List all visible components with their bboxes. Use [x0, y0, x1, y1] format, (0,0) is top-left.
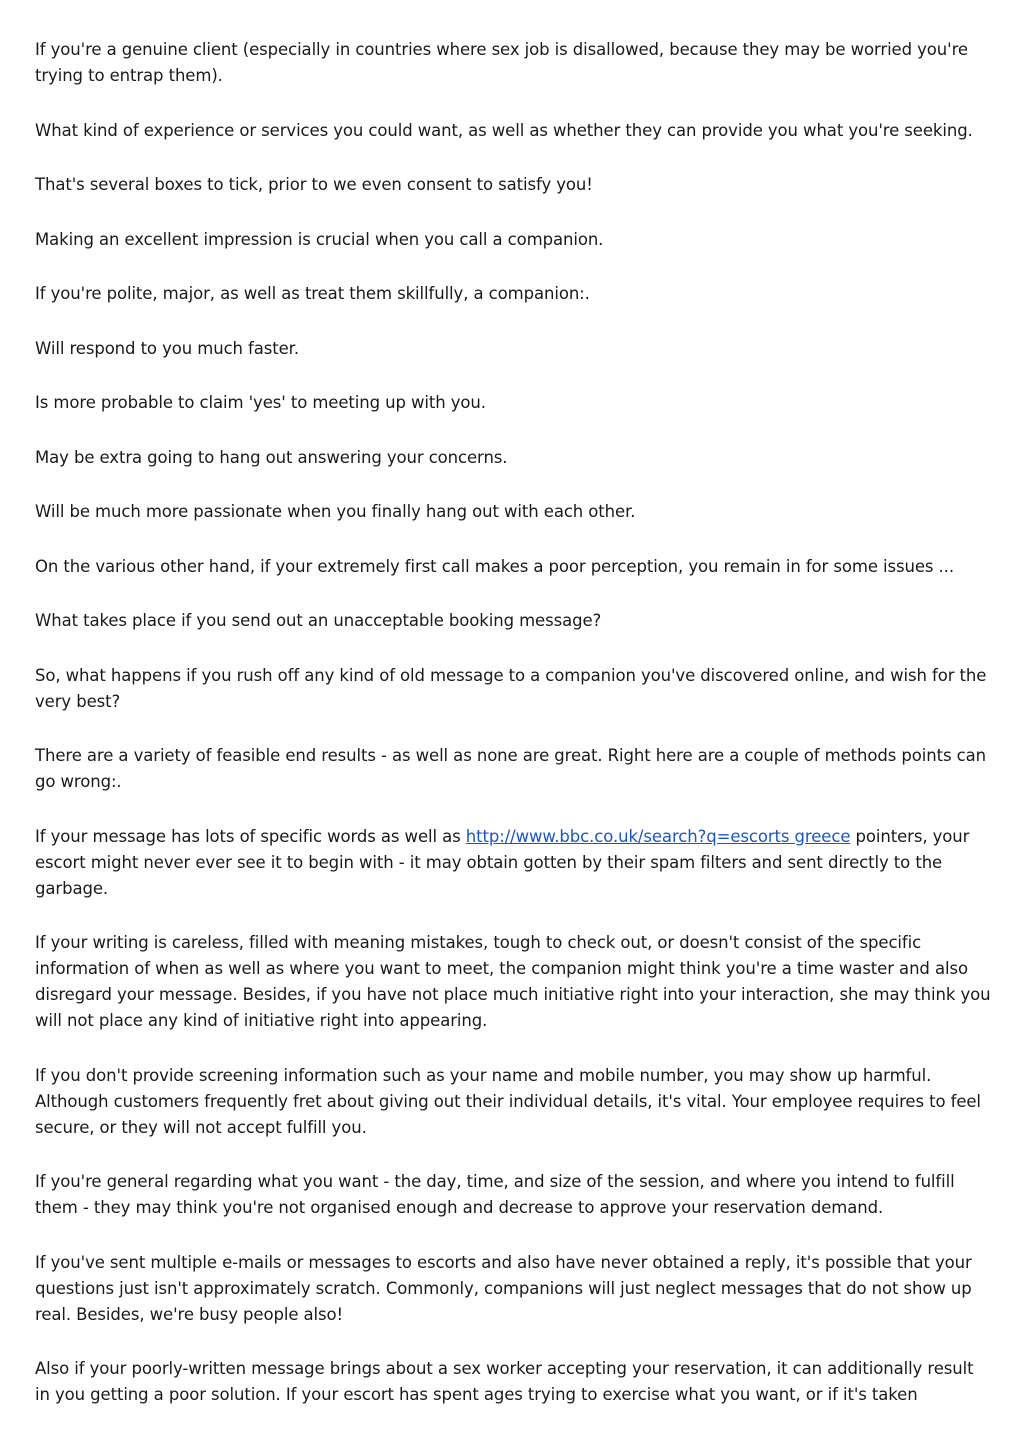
paragraph-17: If you're general regarding what you want - the day, time, and size of the session, and where you intend to fulfill them - they may think you're not organised enough and decrease to approve your reservation demand.	[35, 1172, 955, 1217]
paragraph-12: So, what happens if you rush off any kind of old message to a companion you've discovered online, and wish for the very best?	[35, 665, 987, 711]
paragraph-7: Is more probable to claim 'yes' to meeting up with you.	[35, 393, 486, 412]
paragraph-18: If you've sent multiple e-mails or messages to escorts and also have never obtained a reply, it's possible that your questions just isn't approximately scratch. Commonly, companions will just neglect messages that do not show up real. Besides, we're busy people also!	[35, 1252, 972, 1324]
paragraph-15: If your writing is careless, filled with meaning mistakes, tough to check out, or doesn't consist of the specific information of when as well as where you want to meet, the companion might think you're a time waster and also disregard your message. Besides, if you have not place much initiative right into your interaction, she may think you will not place any kind of initiative right into appearing.	[35, 933, 991, 1030]
paragraph-14	[35, 824, 993, 902]
paragraph-14-after: pointers, your escort might never ever see it to begin with - it may obtain gotten by their spam filters and sent directly to the garbage.	[35, 826, 970, 898]
paragraph-16: If you don't provide screening information such as your name and mobile number, you may show up harmful. Although customers frequently fret about giving out their individual details, it's vital. Your employee requires to feel secure, or they will not accept fulfill you.	[35, 1065, 981, 1137]
paragraph-4: Making an excellent impression is crucial when you call a companion.	[35, 229, 604, 249]
paragraph-14-before: If your message has lots of specific words as well as	[35, 826, 466, 846]
paragraph-9: Will be much more passionate when you finally hang out with each other.	[35, 502, 636, 521]
paragraph-19: Also if your poorly-written message brings about a sex worker accepting your reservation, it can additionally result in you getting a poor solution. If your escort has spent ages trying to exercise what you want, or if it's taken	[35, 1359, 974, 1404]
paragraph-1: If you're a genuine client (especially in countries where sex job is disallowed, because they may be worried you're trying to entrap them).	[35, 40, 968, 85]
paragraph-3: That's several boxes to tick, prior to we even consent to satisfy you!	[35, 175, 593, 194]
document-body	[35, 37, 993, 1437]
bbc-search-link[interactable]: http://www.bbc.co.uk/search?q=escorts greece	[465, 826, 851, 846]
paragraph-6: Will respond to you much faster.	[35, 338, 299, 358]
paragraph-11: What takes place if you send out an unacceptable booking message?	[35, 611, 602, 630]
paragraph-13: There are a variety of feasible end results - as well as none are great. Right here are a couple of methods points can go wrong:.	[35, 746, 986, 791]
paragraph-8: May be extra going to hang out answering your concerns.	[35, 447, 508, 467]
paragraph-5: If you're polite, major, as well as treat them skillfully, a companion:.	[35, 284, 590, 303]
paragraph-2: What kind of experience or services you could want, as well as whether they can provide you what you're seeking.	[35, 120, 973, 140]
paragraph-10: On the various other hand, if your extremely first call makes a poor perception, you remain in for some issues ...	[35, 556, 954, 576]
